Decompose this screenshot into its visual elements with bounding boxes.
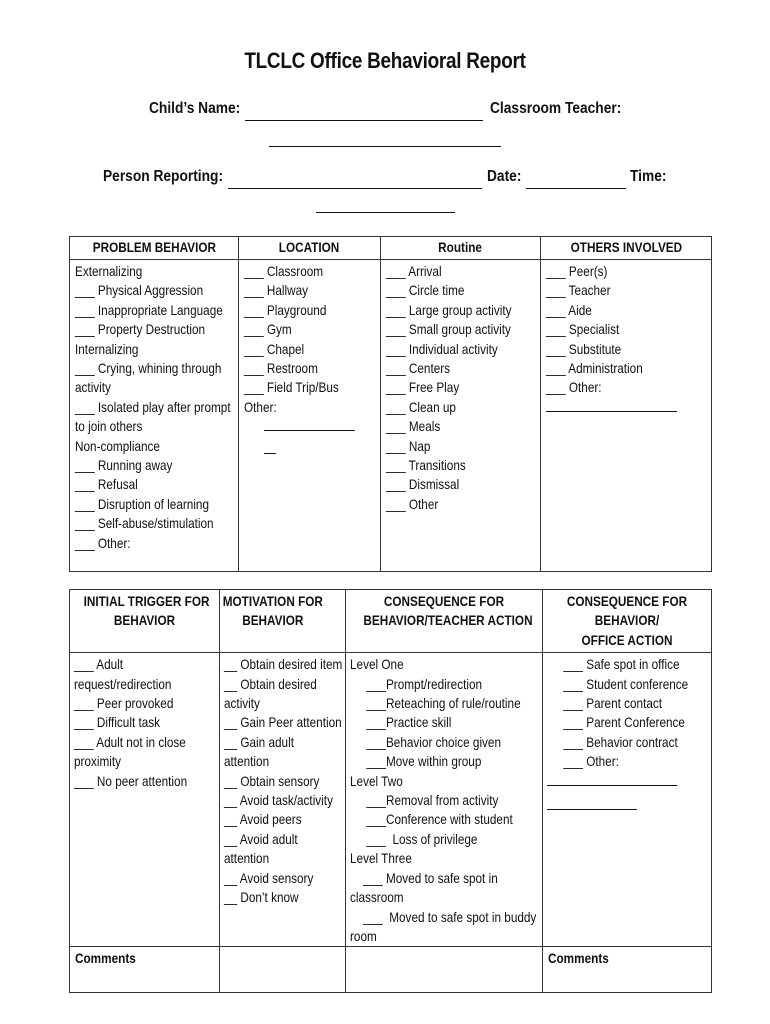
list-item[interactable]: ___ Parent contact xyxy=(547,695,663,712)
time-field[interactable] xyxy=(316,212,455,213)
list-item[interactable]: __ Avoid sensory xyxy=(224,869,314,886)
level-heading: Level Two xyxy=(350,772,403,789)
location-other-field[interactable] xyxy=(264,418,355,431)
list-item[interactable]: ___Reteaching of rule/routine xyxy=(350,695,521,712)
list-item[interactable]: ___ Individual activity xyxy=(386,340,498,357)
list-item: classroom xyxy=(350,889,404,906)
list-item: to join others xyxy=(75,418,143,435)
routine-list[interactable] xyxy=(381,260,541,572)
list-item[interactable]: ___ Substitute xyxy=(546,340,622,357)
list-item[interactable]: ___ Crying, whining through xyxy=(75,360,222,377)
list-item[interactable]: ___Behavior choice given xyxy=(350,733,502,750)
list-item[interactable]: ___ Difficult task xyxy=(74,714,161,731)
list-item[interactable]: ___Move within group xyxy=(350,753,482,770)
list-item[interactable]: ___ Disruption of learning xyxy=(75,495,210,512)
list-item[interactable]: __ Obtain desired xyxy=(224,675,317,692)
list-item: attention xyxy=(224,850,270,867)
header-others-involved: OTHERS INVOLVED xyxy=(541,237,712,260)
comments-label: Comments xyxy=(548,950,609,967)
list-item[interactable]: ___Conference with student xyxy=(350,811,513,828)
list-item[interactable]: ___ Circle time xyxy=(386,282,465,299)
list-item: room xyxy=(350,927,377,944)
others-other-field[interactable] xyxy=(546,399,677,412)
header-routine: Routine xyxy=(381,237,541,260)
level-heading: Level Three xyxy=(350,850,412,867)
header-teacher-action: CONSEQUENCE FOR BEHAVIOR/TEACHER ACTION xyxy=(346,590,543,653)
comments-cell-empty-2[interactable] xyxy=(346,947,543,993)
list-item[interactable]: ___ Nap xyxy=(386,437,431,454)
list-item[interactable]: ___ Classroom xyxy=(244,263,324,279)
list-item[interactable]: ___ Playground xyxy=(244,301,327,318)
list-item[interactable]: ___ Moved to safe spot in buddy xyxy=(350,908,537,925)
list-item: Non-compliance xyxy=(75,437,160,454)
office-other-field[interactable] xyxy=(547,773,677,786)
consequence-table xyxy=(69,589,712,993)
header-problem-behavior: PROBLEM BEHAVIOR xyxy=(70,237,239,260)
list-item[interactable]: ___ Parent Conference xyxy=(547,714,685,731)
list-item[interactable]: ___ Student conference xyxy=(547,675,689,692)
child-name-label: Child’s Name: xyxy=(149,100,241,117)
office-action-list[interactable] xyxy=(543,653,712,947)
list-item[interactable]: ___Removal from activity xyxy=(350,792,499,809)
list-item[interactable]: ___ Inappropriate Language xyxy=(75,301,223,318)
list-item[interactable]: ___ Behavior contract xyxy=(547,733,678,750)
list-item[interactable]: ___ Small group activity xyxy=(386,321,511,338)
date-label: Date: xyxy=(487,168,522,185)
form-title: TLCLC Office Behavioral Report xyxy=(244,48,526,73)
list-item[interactable]: __ Avoid peers xyxy=(224,811,302,828)
teacher-label: Classroom Teacher: xyxy=(490,100,622,117)
teacher-field[interactable] xyxy=(269,146,501,147)
level-heading: Level One xyxy=(350,656,404,673)
list-item[interactable]: ___ Running away xyxy=(75,457,173,474)
list-item[interactable]: ___ Restroom xyxy=(244,360,318,377)
list-item[interactable]: ___ Chapel xyxy=(244,340,305,357)
list-item[interactable]: ___ Peer(s) xyxy=(546,263,608,279)
list-item: attention xyxy=(224,753,270,770)
header-location: LOCATION xyxy=(239,237,381,260)
person-reporting-field[interactable] xyxy=(228,188,482,189)
list-item: proximity xyxy=(74,753,122,770)
list-item[interactable]: ___ Clean up xyxy=(386,398,456,415)
list-item[interactable]: ___ Free Play xyxy=(386,379,460,396)
header-office-action: CONSEQUENCE FOR BEHAVIOR/ OFFICE ACTION xyxy=(543,590,712,653)
others-involved-list[interactable] xyxy=(541,260,712,572)
location-other-field-2[interactable] xyxy=(264,441,276,454)
list-item: Internalizing xyxy=(75,340,139,357)
list-item[interactable]: ___ Refusal xyxy=(75,476,138,493)
list-item[interactable]: __ Obtain desired item xyxy=(224,656,343,673)
comments-label: Comments xyxy=(75,950,136,967)
trigger-list[interactable] xyxy=(70,653,220,947)
list-item[interactable]: ___ Aide xyxy=(546,301,592,318)
list-item[interactable]: ___ Other: xyxy=(546,379,602,396)
list-item[interactable]: ___ Hallway xyxy=(244,282,309,299)
list-item[interactable]: __ Don’t know xyxy=(224,889,299,906)
list-item[interactable]: ___ Peer provoked xyxy=(74,695,174,712)
motivation-list[interactable] xyxy=(220,653,346,947)
behavior-table xyxy=(69,236,712,572)
list-item[interactable]: __ Obtain sensory xyxy=(224,772,320,789)
list-item: activity xyxy=(75,379,111,396)
list-item[interactable]: ___ Meals xyxy=(386,418,441,435)
list-item: activity xyxy=(224,695,260,712)
child-name-field[interactable] xyxy=(245,120,483,121)
list-item[interactable]: ___ Transitions xyxy=(386,457,466,474)
list-item[interactable]: ___ Teacher xyxy=(546,282,611,299)
list-item[interactable]: ___ Adult xyxy=(74,656,124,673)
office-other-field-2[interactable] xyxy=(547,797,637,810)
list-item[interactable]: ___ Loss of privilege xyxy=(350,830,478,847)
list-item[interactable]: __ Gain adult xyxy=(224,733,294,750)
teacher-action-list[interactable] xyxy=(346,653,543,947)
list-item[interactable]: ___ Arrival xyxy=(386,263,442,279)
list-item[interactable]: ___ Other: xyxy=(547,753,619,770)
list-item: Other: xyxy=(244,398,277,415)
list-item[interactable]: ___ Safe spot in office xyxy=(547,656,680,673)
time-label: Time: xyxy=(630,168,667,185)
list-item[interactable]: ___ Large group activity xyxy=(386,301,512,318)
list-item[interactable]: ___ Other xyxy=(386,495,439,512)
list-item: request/redirection xyxy=(74,675,172,692)
list-item[interactable]: ___ Field Trip/Bus xyxy=(244,379,339,396)
list-item[interactable]: ___ Centers xyxy=(386,360,451,377)
list-item[interactable]: ___Prompt/redirection xyxy=(350,675,483,692)
list-item[interactable]: ___ Self-abuse/stimulation xyxy=(75,515,214,532)
comments-cell-empty[interactable] xyxy=(220,947,346,993)
comments-cell-office[interactable] xyxy=(543,947,712,993)
header-motivation: MOTIVATION FOR BEHAVIOR xyxy=(220,590,346,653)
list-item[interactable]: ___ Adult not in close xyxy=(74,733,186,750)
list-item: Externalizing xyxy=(75,263,143,279)
list-item[interactable]: ___ Isolated play after prompt xyxy=(75,398,231,415)
comments-cell[interactable] xyxy=(70,947,220,993)
list-item[interactable]: ___ Physical Aggression xyxy=(75,282,204,299)
list-item[interactable]: __ Gain Peer attention xyxy=(224,714,342,731)
list-item[interactable]: ___ Administration xyxy=(546,360,643,377)
list-item[interactable]: ___ Other: xyxy=(75,534,131,551)
list-item[interactable]: ___ Moved to safe spot in xyxy=(350,869,498,886)
problem-behavior-list[interactable] xyxy=(70,260,239,572)
list-item[interactable]: ___ Specialist xyxy=(546,321,620,338)
date-field[interactable] xyxy=(526,188,626,189)
person-reporting-label: Person Reporting: xyxy=(103,168,224,185)
location-list[interactable] xyxy=(239,260,381,572)
list-item[interactable]: ___ Gym xyxy=(244,321,292,338)
header-initial-trigger: INITIAL TRIGGER FOR BEHAVIOR xyxy=(70,590,220,653)
list-item[interactable]: __ Avoid adult xyxy=(224,830,298,847)
list-item[interactable]: ___ Property Destruction xyxy=(75,321,206,338)
list-item[interactable]: ___ Dismissal xyxy=(386,476,460,493)
list-item[interactable]: ___ No peer attention xyxy=(74,772,188,789)
list-item[interactable]: __ Avoid task/activity xyxy=(224,792,333,809)
list-item[interactable]: ___Practice skill xyxy=(350,714,452,731)
